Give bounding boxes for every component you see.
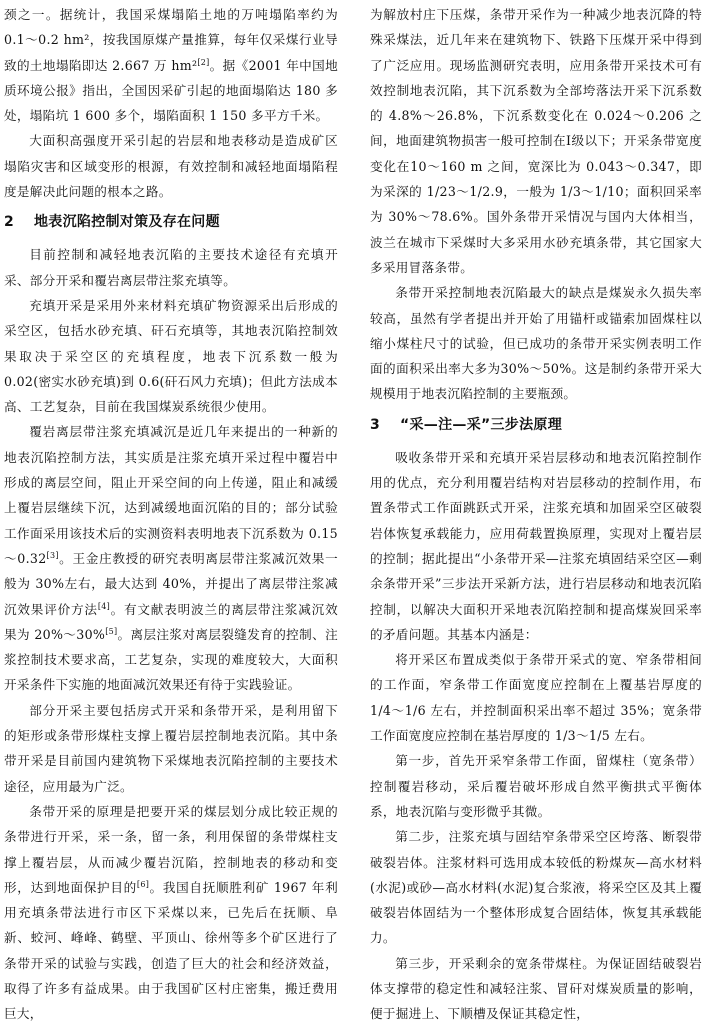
citation-2: [2] [197,57,210,67]
text-run: 覆岩离层带注浆充填减沉是近几年来提出的一种新的地表沉陷控制方法，其实质是注浆充填开采过程中覆岩中形成的离层空间，阻止开采空间的向上传递，阻止和减缓上覆岩层继续下沉，达到减缓地面沉陷的目的；部分试验工作面采用该技术后的实测资料表明地表下沉系数为 0.15～0.32 [4,424,338,566]
section-2-paragraph-1: 目前控制和减轻地表沉陷的主要技术途径有充填开采、部分开采和覆岩离层带注浆充填等。 [4,247,338,288]
section-2-paragraph-2: 充填开采是采用外来材料充填矿物资源采出后形成的采空区，包括水砂充填、矸石充填等，其地表沉陷控制效果取决于采空区的充填程度，地表下沉系数一般为 0.02(密实水砂充填)到 0.6(矸石风力充填)；但此方法成本高、工艺复杂，目前在我国煤炭系统很少使用。 [4,297,338,415]
section-2-paragraph-5 [4,799,338,1027]
right-column [370,2,702,1027]
citation-6: [6] [136,879,150,889]
text-run: 条带开采的原理是把要开采的煤层划分成比较正规的条带进行开采，采一条，留一条，利用保留的条带煤柱支撑上覆岩层，从而减少覆岩沉陷，控制地表的移动和变形，达到地面保护目的 [4,803,338,895]
text-run: 。我国自抚顺胜利矿 1967 年利用充填条带法进行市区下采煤以来，已先后在抚顺、阜新、蛟河、峰峰、鹤壁、平顶山、徐州等多个矿区进行了条带开采的试验与实践，创造了巨大的社会和经济效益，取得了许多有益成果。由于我国矿区村庄密集，搬迁费用巨大， [4,879,338,1022]
intro-continuation-paragraph [4,2,338,128]
continuation-paragraph-1: 为解放村庄下压煤，条带开采作为一种减少地表沉降的特殊采煤法，近几年来在建筑物下、铁路下压煤开采中得到了广泛应用。现场监测研究表明，应用条带开采技术可有效控制地表沉陷，其下沉系数为全部垮落法开采下沉系数的 4.8%～26.8%，下沉系数变化在 0.024～0.206 之间，地面建筑物损害一般可控制在Ⅰ级以下；开采条带宽度变化在10～160 m 之间，宽深比为 0.043～0.347，即为采深的 1/23～1/2.9，一般为 1/3～1/10；面积回采率为 30%～78.6%。国外条带开采情况与国内大体相当，波兰在城市下采煤时大多采用水砂充填条带，其它国家大多采用冒落条带。 [370,7,702,275]
text-run: 颈之一。据统计，我国采煤塌陷土地的万吨塌陷率约为 0.1～0.2 hm²，按我国原煤产量推算，每年仅采煤行业导致的土地塌陷即达 2.667 万 hm² [4,7,338,73]
section-2-number: 2 [4,214,15,231]
section-3-paragraph-1: 吸收条带开采和充填开采岩层移动和地表沉陷控制作用的优点，充分利用覆岩结构对岩层移动的控制作用，布置条带式工作面跳跃式开采，注浆充填和加固采空区破裂岩体恢复承载能力，应用荷载置换原理，实现对上覆岩层的控制；据此提出“小条带开采—注浆充填固结采空区—剩余条带开采”三步法开采新方法，进行岩层移动和地表沉陷控制，以解决大面积开采地表沉陷控制和提高煤炭回采率的矛盾问题。其基本内涵是： [370,449,702,642]
section-3-title: “采—注—采”三步法原理 [400,416,563,433]
continuation-paragraph-2: 条带开采控制地表沉陷最大的缺点是煤炭永久损失率较高，虽然有学者提出并开始了用锚杆或锚索加固煤柱以缩小煤柱尺寸的试验，但已成功的条带开采实例表明工作面的面积采出率大多为30%～50%。这是制约条带开采大规模用于地表沉陷控制的主要瓶颈。 [370,285,702,402]
step-3-paragraph: 第三步，开采剩余的宽条带煤柱。为保证固结破裂岩体支撑带的稳定性和减轻注浆、冒矸对煤炭质量的影响，便于掘进上、下顺槽及保证其稳定性， [370,955,702,1022]
section-3-paragraph-2: 将开采区布置成类似于条带开采式的宽、窄条带相间的工作面，窄条带工作面宽度应控制在上覆基岩厚度的 1/4～1/6 左右，并控制面积采出率不超过 35%；宽条带工作面宽度应控制在基岩厚度的 1/3～1/5 左右。 [370,652,702,744]
section-2-heading [4,212,338,232]
section-2-paragraph-3 [4,419,338,697]
text-run: 。离层注浆对离层裂缝发育的控制、注浆控制技术要求高，工艺复杂，实现的难度较大，大面积开采条件下实施的地面减沉效果还有待于实践验证。 [4,626,338,693]
citation-5: [5] [105,626,118,636]
step-2-paragraph: 第二步，注浆充填与固结窄条带采空区垮落、断裂带破裂岩体。注浆材料可选用成本较低的粉煤灰—高水材料(水泥)或砂—高水材料(水泥)复合浆液，将采空区及其上覆破裂岩体固结为一个整体形成复合固结体，恢复其承载能力。 [370,829,702,946]
intro-paragraph-2: 大面积高强度开采引起的岩层和地表移动是造成矿区塌陷灾害和区域变形的根源，有效控制和减轻地面塌陷程度是解决此问题的根本之路。 [4,133,338,200]
citation-3: [3] [46,550,59,560]
text-run: 。王金庄教授的研究表明离层带注浆减沉效果一般为 30%左右，最大达到 40%，并提出了离层带注浆减沉效果评价方法 [4,550,338,617]
text-run: 。有文献表明波兰的离层带注浆减沉效果为 20%～30% [4,601,338,642]
section-2-title: 地表沉陷控制对策及存在问题 [34,214,220,231]
citation-4: [4] [97,601,111,611]
step-1-paragraph: 第一步，首先开采窄条带工作面，留煤柱（宽条带）控制覆岩移动，采后覆岩破坏形成自然平衡拱式平衡体系，地表沉陷与变形微乎其微。 [370,753,702,819]
section-3-number: 3 [370,416,381,433]
left-column [4,2,338,1027]
section-2-paragraph-4: 部分开采主要包括房式开采和条带开采，是利用留下的矩形或条带形煤柱支撑上覆岩层控制地表沉陷。其中条带开采是目前国内建筑物下采煤地表沉陷控制的主要技术途径，应用最为广泛。 [4,702,338,794]
text-run: 。据《2001 年中国地质环境公报》指出，全国因采矿引起的地面塌陷达 180 多处，塌陷坑 1 600 多个，塌陷面积 1 150 多平方千米。 [4,57,338,124]
section-3-heading [370,415,702,435]
